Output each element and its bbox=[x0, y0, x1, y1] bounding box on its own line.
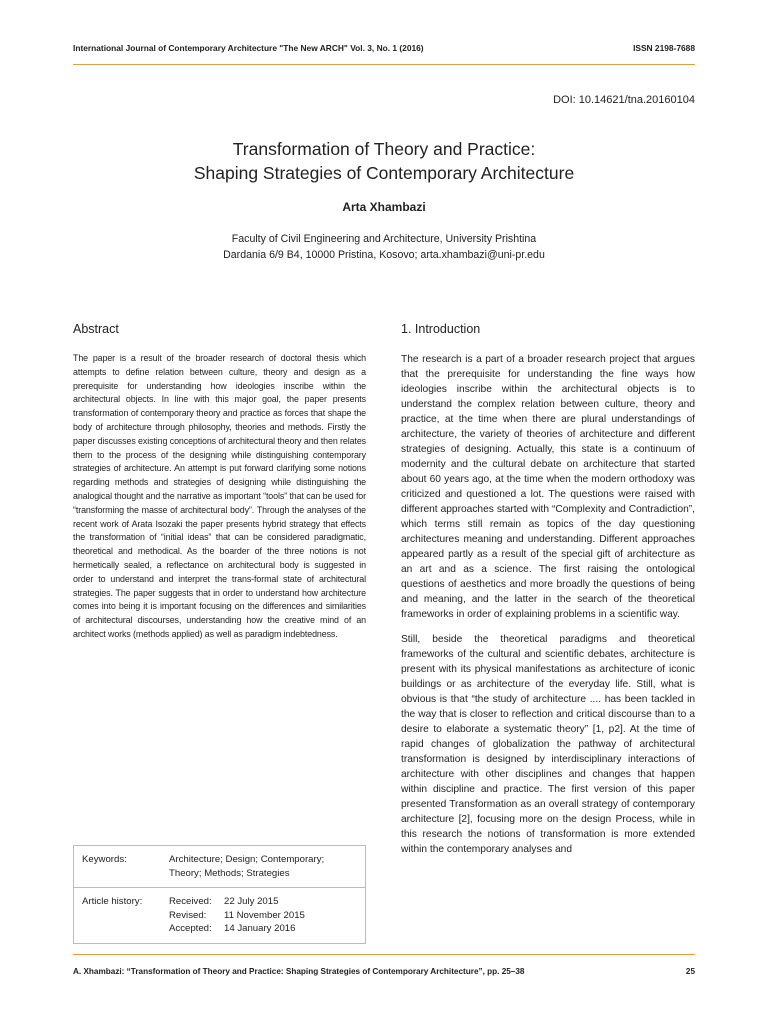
abstract-text: The paper is a result of the broader research of doctoral thesis which attempts to define relation between culture, theory and design as a prerequisite for understanding how ideologies inscribe within the architectural objects. In line with this major goal, the paper presents transformation of contemporary theory and practice as forces that shape the body of architecture through philosophy, theories and methods. Firstly the paper discusses existing conceptions of architectural theory and then relates them to the process of the designing while distinguishing contemporary strategies of architecture. An attempt is put forward clarifying some notions regarding methods and strategies of designing while distinguishing the analogical thought and the narrative as important “tools” that can be used for “transforming the masse of architectural body”. Through the analyses of the recent work of Arata Isozaki the paper presents hybrid strategy that effects the transformation of “initial ideas” that can be considered paradigmatic, theoretical and methodical. As the boarder of the three notions is not hermetically sealed, a reflectance on architectural body is suggested in order to understand and interpret the trans-formal state of architectural strategies. The paper suggests that in order to understand how architecture comes into being it is important focusing on the differences and similarities of architectural discourses, understanding how the creative mind of an architect works (methods applied) as well as paradigm indebtedness. bbox=[73, 353, 366, 639]
paper-title bbox=[0, 137, 768, 185]
introduction-heading: 1. Introduction bbox=[401, 322, 481, 336]
journal-name: International Journal of Contemporary Architecture "The New ARCH" Vol. 3, No. 1 (2016) bbox=[73, 43, 424, 53]
intro-paragraph-1: The research is a part of a broader research project that argues that the prerequisite for understanding the fine ways how ideologies inscribe within the architectural objects is to understand the complex relation between culture, theory and practice, at the time when there are plural understandings of architecture, the variety of theories of architecture and different strategies of designing. Actually, this state is a continuum of modernity and the cultural debate on architecture that started about 60 years ago, at the time when the modern orthodoxy was criticized and questioned a lot. The questions were raised with different approaches started with “Complexity and Contradiction”, which terms still remain as topics of the day questioning architectures meaning and understanding. Different approaches appeared partly as a result of the special gift of architecture as an art and as a science. The first raising the ontological questions of aesthetics and more broadly the questions of being and meaning, and the latter in the search of the theoretical frameworks in order of explaining problems in a scientific way. bbox=[401, 354, 695, 620]
accepted-date: 14 January 2016 bbox=[224, 923, 296, 934]
affiliation bbox=[0, 232, 768, 263]
received-label: Received: bbox=[169, 896, 212, 907]
issn: ISSN 2198-7688 bbox=[633, 43, 695, 53]
title-line-2: Shaping Strategies of Contemporary Architecture bbox=[193, 163, 575, 183]
footer-divider bbox=[73, 954, 695, 955]
affiliation-line-1: Faculty of Civil Engineering and Architecture, University Prishtina bbox=[231, 233, 537, 245]
accepted-label: Accepted: bbox=[169, 923, 212, 934]
doi[interactable]: DOI: 10.14621/tna.20160104 bbox=[553, 94, 695, 106]
header-divider bbox=[73, 64, 695, 65]
revised-label: Revised: bbox=[169, 909, 207, 921]
affiliation-line-2: Dardania 6/9 B4, 10000 Pristina, Kosovo; arta.xhambazi@uni-pr.edu bbox=[223, 248, 545, 261]
intro-paragraph-2: Still, beside the theoretical paradigms and theoretical frameworks of the cultural and scientific debates, architecture is present with its physical manifestations as architecture of iconic buildings or as architecture of the everyday life. Still, what is obvious is that “the study of architecture .... has been tackled in the way that is closer to reflection and critical discourse than to a desire to elaborate a systematic theory” [1, p2]. At the time of rapid changes of globalization the pathway of architectural transformation is designed by interdisciplinary interactions of architecture with other disciplines and changes that happen within discipline and practice. The first version of this paper presented Transformation as an overall strategy of contemporary architecture [2], focusing more on the design Process, while in this research the notions of transformation is more extended within the contemporary analyses and bbox=[401, 634, 695, 855]
article-history-dates bbox=[169, 895, 305, 936]
title-line-1: Transformation of Theory and Practice: bbox=[232, 139, 536, 159]
author-name: Arta Xhambazi bbox=[342, 200, 426, 214]
article-history-label: Article history: bbox=[82, 896, 143, 907]
introduction-body bbox=[401, 352, 695, 867]
keywords-value: Architecture; Design; Contemporary; Theory; Methods; Strategies bbox=[169, 854, 325, 879]
abstract-heading: Abstract bbox=[73, 322, 119, 336]
keywords-row bbox=[74, 846, 365, 887]
article-info-box bbox=[73, 845, 366, 944]
revised-date: 11 November 2015 bbox=[224, 909, 305, 921]
keywords-label: Keywords: bbox=[82, 854, 127, 865]
received-date: 22 July 2015 bbox=[224, 896, 279, 907]
article-history-row bbox=[74, 887, 365, 943]
footer-citation: A. Xhambazi: “Transformation of Theory and Practice: Shaping Strategies of Contemporary Architecture”, pp. 25–38 bbox=[73, 967, 525, 976]
page-number: 25 bbox=[685, 967, 695, 976]
